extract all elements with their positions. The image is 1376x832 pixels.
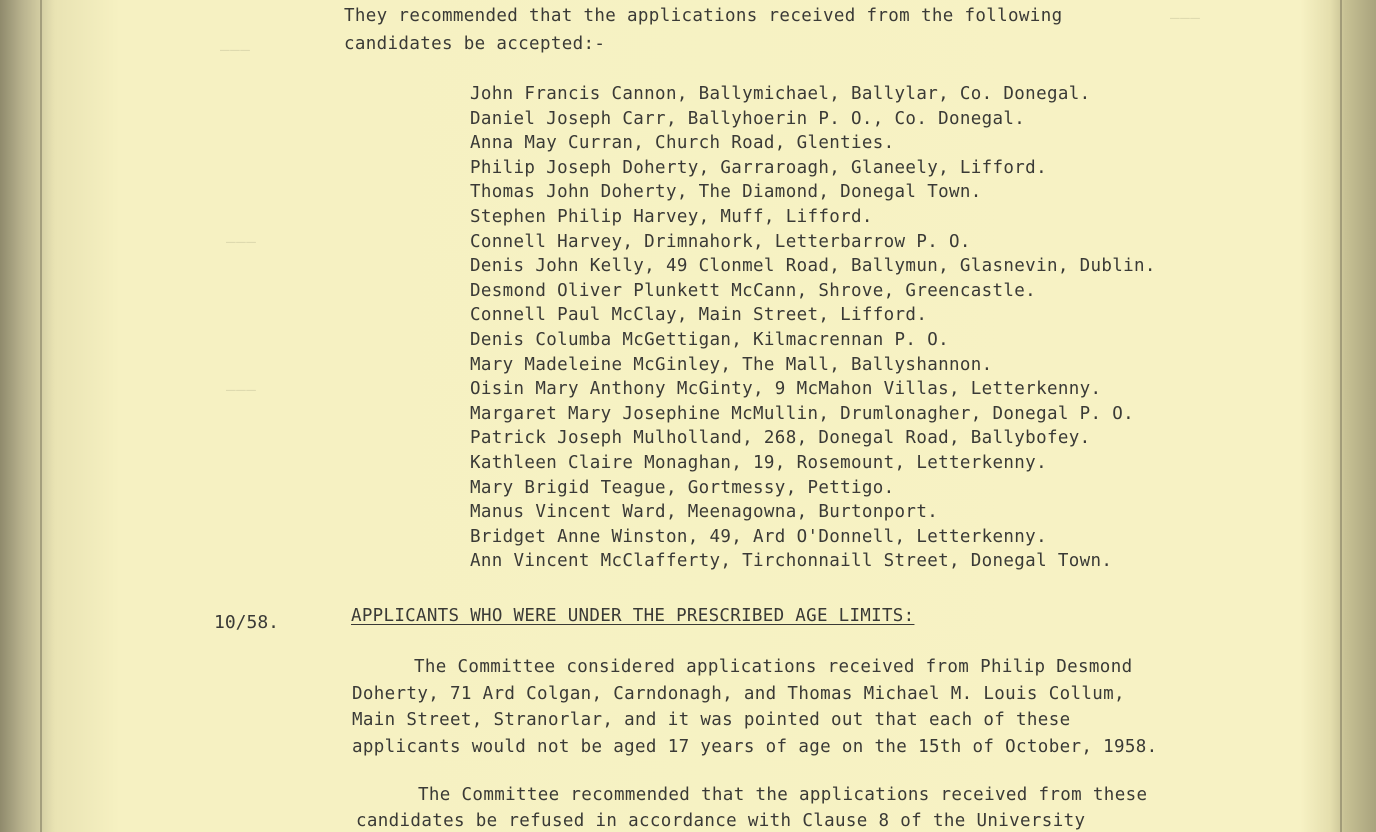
candidate-list (470, 82, 1156, 574)
candidate-entry: Stephen Philip Harvey, Muff, Lifford. (470, 206, 873, 227)
candidate-entry: Mary Madeleine McGinley, The Mall, Ballyshannon. (470, 354, 993, 375)
paragraph-line: The Committee recommended that the applications received from these (418, 785, 1148, 805)
bleed-through-text: ——— (220, 40, 251, 59)
candidate-entry: Anna May Curran, Church Road, Glenties. (470, 133, 895, 154)
candidate-entry: Desmond Oliver Plunkett McCann, Shrove, Greencastle. (470, 280, 1037, 301)
paragraph-under-age (352, 654, 1158, 760)
candidate-entry: Denis John Kelly, 49 Clonmel Road, Ballymun, Glasnevin, Dublin. (470, 256, 1156, 277)
bleed-through-text: ——— (226, 232, 257, 251)
paragraph-line: applicants would not be aged 17 years of age on the 15th of October, 1958. (352, 736, 1158, 757)
paragraph-line: candidates be refused in accordance with Clause 8 of the University (356, 811, 1086, 831)
binding-shadow (40, 0, 42, 832)
intro-line: candidates be accepted:- (344, 34, 606, 54)
candidate-entry: Thomas John Doherty, The Diamond, Donegal Town. (470, 182, 982, 203)
paragraph-line: Doherty, 71 Ard Colgan, Carndonagh, and Thomas Michael M. Louis Collum, (352, 683, 1125, 704)
paragraph-recommendation (356, 782, 1147, 832)
candidate-entry: Connell Paul McClay, Main Street, Lifford. (470, 305, 928, 326)
section-heading: APPLICANTS WHO WERE UNDER THE PRESCRIBED AGE LIMITS: (351, 606, 915, 626)
candidate-entry: Philip Joseph Doherty, Garraroagh, Glaneely, Lifford. (470, 157, 1047, 178)
candidate-entry: Manus Vincent Ward, Meenagowna, Burtonport. (470, 502, 939, 523)
page-edge (1340, 0, 1342, 832)
paragraph-line: Main Street, Stranorlar, and it was pointed out that each of these (352, 710, 1071, 730)
candidate-entry: John Francis Cannon, Ballymichael, Ballylar, Co. Donegal. (470, 84, 1091, 104)
paragraph-line: The Committee considered applications received from Philip Desmond (414, 657, 1133, 677)
candidate-entry: Margaret Mary Josephine McMullin, Drumlonagher, Donegal P. O. (470, 403, 1135, 424)
candidate-entry: Denis Columba McGettigan, Kilmacrennan P. O. (470, 329, 949, 350)
candidate-entry: Oisin Mary Anthony McGinty, 9 McMahon Villas, Letterkenny. (470, 379, 1102, 400)
intro-text (344, 4, 1062, 60)
intro-line: They recommended that the applications received from the following (344, 6, 1063, 26)
candidate-entry: Kathleen Claire Monaghan, 19, Rosemount, Letterkenny. (470, 452, 1047, 473)
candidate-entry: Bridget Anne Winston, 49, Ard O'Donnell, Letterkenny. (470, 526, 1047, 547)
bleed-through-text: ——— (226, 380, 257, 399)
bleed-through-text: ——— (1170, 8, 1201, 27)
candidate-entry: Ann Vincent McClafferty, Tirchonnaill Street, Donegal Town. (470, 551, 1113, 572)
candidate-entry: Daniel Joseph Carr, Ballyhoerin P. O., Co. Donegal. (470, 108, 1026, 129)
minute-number: 10/58. (214, 612, 280, 633)
candidate-entry: Mary Brigid Teague, Gortmessy, Pettigo. (470, 477, 895, 498)
candidate-entry: Connell Harvey, Drimnahork, Letterbarrow P. O. (470, 231, 971, 252)
candidate-entry: Patrick Joseph Mulholland, 268, Donegal Road, Ballybofey. (470, 428, 1091, 449)
